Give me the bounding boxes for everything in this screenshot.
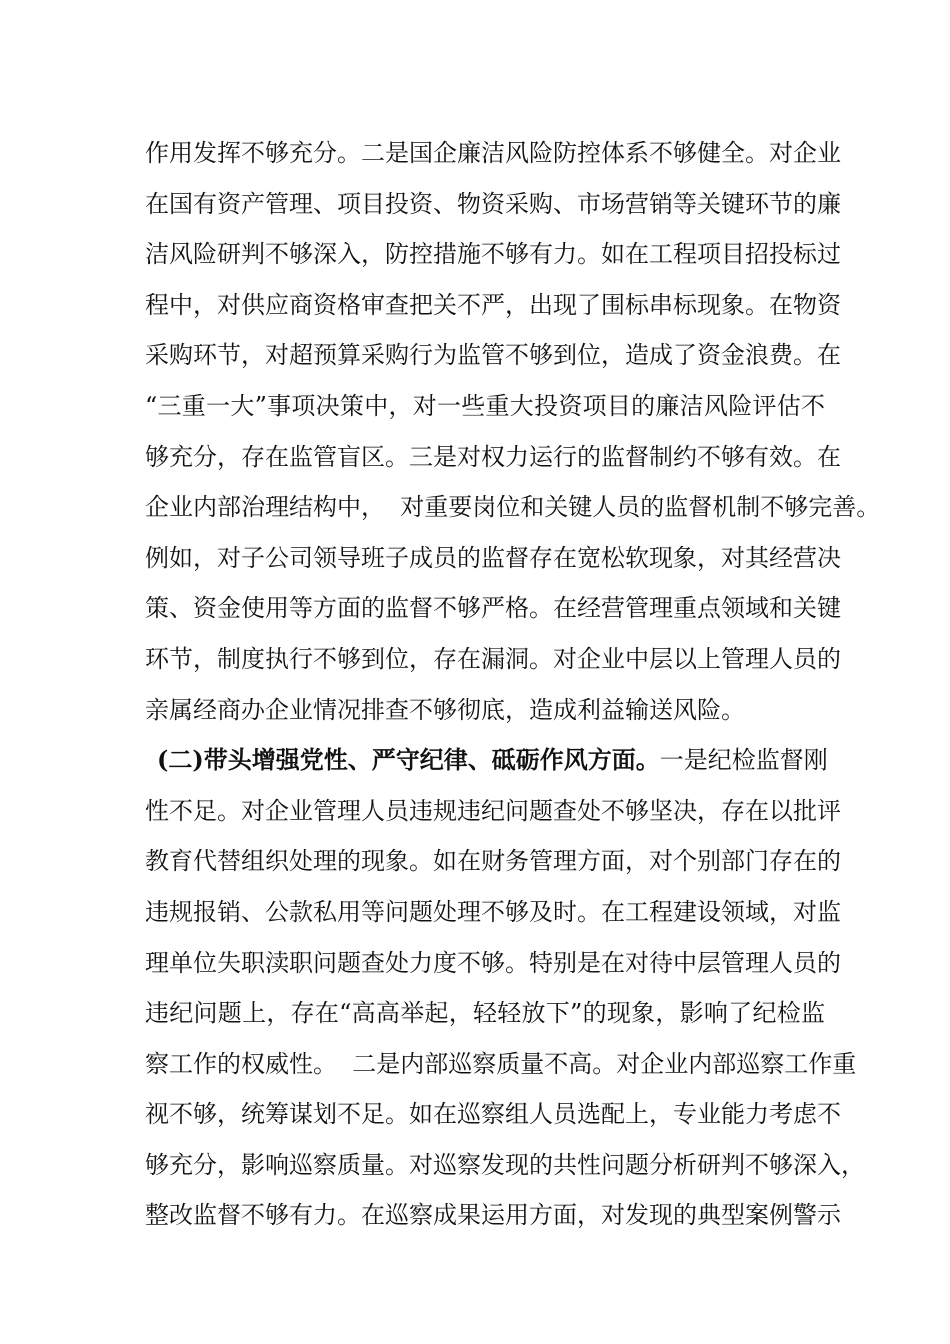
body-line-1: 作用发挥不够充分。二是国企廉洁风险防控体系不够健全。对企业	[145, 139, 841, 167]
body-line-11: 环节，制度执行不够到位，存在漏洞。对企业中层以上管理人员的	[145, 644, 841, 673]
section-line-6: 察工作的权威性。 二是内部巡察质量不高。对企业内部巡察工作重	[145, 1049, 857, 1078]
section-heading-rest: 一是纪检监督刚	[659, 746, 828, 775]
body-line-9: 例如，对子公司领导班子成员的监督存在宽松软现象，对其经营决	[145, 543, 841, 572]
section-heading-line	[145, 735, 828, 786]
body-line-7: 够充分，存在监管盲区。三是对权力运行的监督制约不够有效。在	[145, 442, 841, 471]
section-line-8: 够充分，影响巡察质量。对巡察发现的共性问题分析研判不够深入，	[145, 1150, 865, 1179]
section-line-3: 违规报销、公款私用等问题处理不够及时。在工程建设领域，对监	[145, 897, 841, 926]
section-line-9: 整改监督不够有力。在巡察成果运用方面，对发现的典型案例警示	[145, 1201, 841, 1230]
section-line-5: 违纪问题上，存在“高高举起，轻轻放下”的现象，影响了纪检监	[145, 999, 825, 1028]
body-line-3: 洁风险研判不够深入，防控措施不够有力。如在工程项目招投标过	[145, 240, 841, 269]
section-line-4: 理单位失职渎职问题查处力度不够。特别是在对待中层管理人员的	[145, 948, 841, 977]
section-line-2: 教育代替组织处理的现象。如在财务管理方面，对个别部门存在的	[145, 847, 841, 876]
body-line-10: 策、资金使用等方面的监督不够严格。在经营管理重点领域和关键	[145, 594, 841, 623]
section-heading: (二)带头增强党性、严守纪律、砥砺作风方面。	[157, 745, 660, 775]
body-line-4: 程中，对供应商资格审查把关不严，出现了围标串标现象。在物资	[145, 290, 841, 319]
body-line-6: “三重一大”事项决策中，对一些重大投资项目的廉洁风险评估不	[145, 391, 825, 420]
body-line-8: 企业内部治理结构中， 对重要岗位和关键人员的监督机制不够完善。	[145, 493, 881, 522]
body-line-2: 在国有资产管理、项目投资、物资采购、市场营销等关键环节的廉	[145, 189, 841, 218]
body-line-12: 亲属经商办企业情况排查不够彻底，造成利益输送风险。	[145, 695, 745, 724]
section-line-7: 视不够，统筹谋划不足。如在巡察组人员选配上，专业能力考虑不	[145, 1100, 841, 1129]
body-line-5: 采购环节，对超预算采购行为监管不够到位，造成了资金浪费。在	[145, 341, 841, 370]
section-line-1: 性不足。对企业管理人员违规违纪问题查处不够坚决，存在以批评	[145, 796, 841, 825]
document-body	[145, 128, 881, 1241]
